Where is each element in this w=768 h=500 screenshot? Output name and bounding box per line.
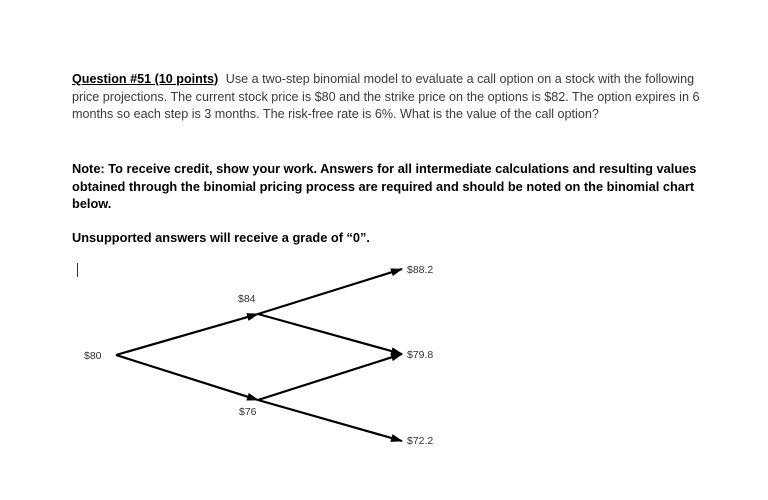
price-up: $84 <box>238 293 256 305</box>
note-paragraph: Note: To receive credit, show your work. Answers for all intermediate calculations and resulting values obtained through the binomial pricing process are required and should be noted on the binomial chart below. <box>72 161 697 211</box>
branch-down-updown <box>258 354 402 400</box>
branch-root-down <box>116 355 258 400</box>
question-heading: Question #51 (10 points) <box>72 72 219 86</box>
branch-down-downdown <box>258 400 402 441</box>
price-down-down: $72.2 <box>407 435 434 447</box>
question-text: Use a two-step binomial model to evaluate a call option on a stock with the following price projections. The current stock price is $80 and the strike price on the options is $82. The option expires in 6 months so each step is 3 months. The risk-free rate is 6%. What is the value of the call option? <box>72 72 700 121</box>
branch-up-upup <box>258 269 402 314</box>
price-root: $80 <box>84 350 102 362</box>
price-down: $76 <box>239 406 257 418</box>
unsupported-warning: Unsupported answers will receive a grade of “0”. <box>72 230 370 245</box>
branch-up-updown <box>258 314 402 354</box>
price-up-up: $88.2 <box>407 264 434 276</box>
price-up-down: $79.8 <box>407 349 434 361</box>
branch-root-up <box>116 314 258 355</box>
